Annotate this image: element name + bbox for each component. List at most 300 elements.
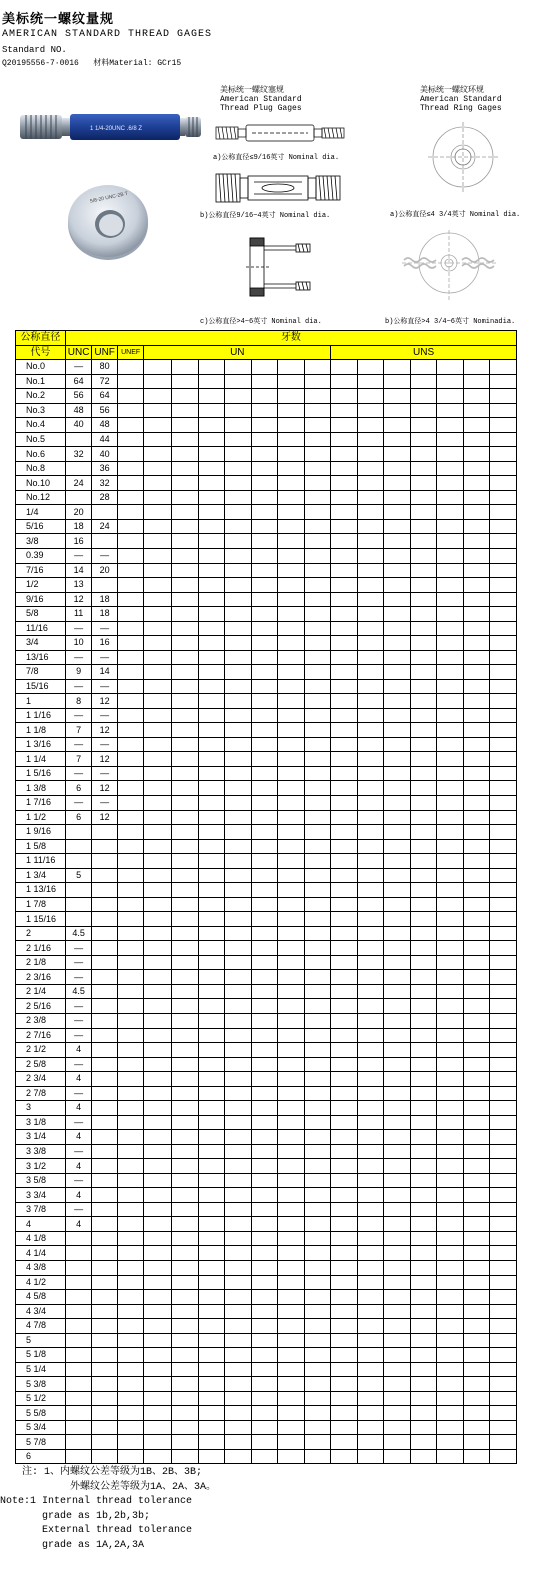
thread-cell: [172, 1130, 199, 1145]
thread-cell: [304, 403, 331, 418]
thread-cell: [278, 476, 305, 491]
thread-cell: [331, 592, 358, 607]
thread-cell: [144, 1115, 172, 1130]
thread-cell: [278, 941, 305, 956]
thread-cell: [331, 1217, 358, 1232]
unc-cell: [65, 432, 92, 447]
thread-cell: [437, 679, 464, 694]
thread-cell: [437, 519, 464, 534]
thread-cell: [410, 621, 437, 636]
size-cell: No.1: [16, 374, 66, 389]
unf-cell: 28: [92, 490, 117, 505]
table-row: [16, 447, 517, 462]
thread-cell: [304, 1159, 331, 1174]
thread-cell: [384, 1406, 411, 1421]
thread-cell: [278, 607, 305, 622]
thread-cell: [225, 447, 252, 462]
note-line: External thread tolerance: [0, 1525, 193, 1536]
thread-cell: [437, 1231, 464, 1246]
thread-cell: [437, 1435, 464, 1450]
thread-cell: [463, 912, 490, 927]
thread-cell: [198, 1202, 225, 1217]
thread-cell: [437, 854, 464, 869]
thread-cell: [278, 505, 305, 520]
thread-cell: [144, 1159, 172, 1174]
thread-cell: [278, 1391, 305, 1406]
thread-cell: [278, 1435, 305, 1450]
table-row: [16, 1130, 517, 1145]
unc-cell: 12: [65, 592, 92, 607]
thread-cell: [278, 519, 305, 534]
table-row: [16, 621, 517, 636]
thread-cell: [384, 781, 411, 796]
thread-cell: [251, 592, 278, 607]
thread-cell: [117, 854, 144, 869]
thread-cell: [304, 1057, 331, 1072]
page-title: 美标统一螺纹量规: [2, 11, 115, 26]
thread-cell: [144, 1202, 172, 1217]
thread-cell: [304, 1246, 331, 1261]
thread-cell: [172, 1159, 199, 1174]
size-cell: No.4: [16, 418, 66, 433]
thread-cell: [357, 796, 384, 811]
thread-cell: [198, 810, 225, 825]
thread-cell: [198, 1333, 225, 1348]
size-cell: 7/8: [16, 665, 66, 680]
unc-cell: —: [65, 1028, 92, 1043]
thread-cell: [117, 519, 144, 534]
thread-cell: [490, 796, 517, 811]
thread-cell: [172, 403, 199, 418]
thread-cell: [410, 1231, 437, 1246]
thread-cell: [304, 1449, 331, 1464]
thread-cell: [437, 984, 464, 999]
unc-cell: 4.5: [65, 984, 92, 999]
thread-cell: [410, 418, 437, 433]
thread-cell: [144, 1449, 172, 1464]
thread-cell: [437, 970, 464, 985]
header-unf: UNF: [92, 345, 117, 360]
thread-cell: [410, 519, 437, 534]
size-cell: 1/2: [16, 578, 66, 593]
thread-cell: [384, 984, 411, 999]
thread-cell: [251, 636, 278, 651]
thread-cell: [198, 1115, 225, 1130]
thread-cell: [225, 563, 252, 578]
thread-cell: [463, 447, 490, 462]
thread-cell: [172, 1290, 199, 1305]
unf-cell: [92, 1304, 117, 1319]
thread-cell: [278, 432, 305, 447]
thread-cell: [172, 708, 199, 723]
size-cell: 2 5/8: [16, 1057, 66, 1072]
table-row: [16, 1348, 517, 1363]
thread-cell: [357, 1261, 384, 1276]
thread-cell: [172, 650, 199, 665]
thread-cell: [490, 1159, 517, 1174]
unf-cell: [92, 1057, 117, 1072]
size-cell: 5/16: [16, 519, 66, 534]
thread-cell: [410, 781, 437, 796]
thread-cell: [144, 476, 172, 491]
thread-cell: [278, 1217, 305, 1232]
unc-cell: —: [65, 941, 92, 956]
thread-cell: [172, 694, 199, 709]
unc-cell: —: [65, 796, 92, 811]
thread-cell: [331, 650, 358, 665]
thread-cell: [357, 403, 384, 418]
thread-cell: [198, 1188, 225, 1203]
thread-cell: [410, 534, 437, 549]
thread-cell: [357, 534, 384, 549]
unf-cell: [92, 868, 117, 883]
thread-cell: [490, 723, 517, 738]
unf-cell: [92, 825, 117, 840]
thread-cell: [117, 984, 144, 999]
thread-cell: [251, 796, 278, 811]
thread-cell: [384, 708, 411, 723]
thread-cell: [437, 650, 464, 665]
thread-cell: [117, 665, 144, 680]
thread-cell: [225, 1246, 252, 1261]
thread-cell: [251, 1057, 278, 1072]
thread-cell: [384, 1057, 411, 1072]
thread-cell: [117, 1290, 144, 1305]
thread-cell: [463, 418, 490, 433]
note-line: Note:1 Internal thread tolerance: [0, 1496, 193, 1507]
table-row: [16, 955, 517, 970]
thread-cell: [198, 679, 225, 694]
thread-cell: [144, 578, 172, 593]
thread-cell: [331, 1348, 358, 1363]
thread-cell: [331, 1072, 358, 1087]
table-row: [16, 490, 517, 505]
unf-cell: 56: [92, 403, 117, 418]
thread-cell: [144, 636, 172, 651]
thread-cell: [172, 1202, 199, 1217]
thread-cell: [117, 1159, 144, 1174]
thread-cell: [172, 1275, 199, 1290]
thread-cell: [410, 999, 437, 1014]
thread-cell: [463, 868, 490, 883]
thread-cell: [331, 490, 358, 505]
thread-cell: [410, 1202, 437, 1217]
thread-cell: [357, 868, 384, 883]
thread-cell: [225, 1275, 252, 1290]
thread-cell: [172, 1362, 199, 1377]
notes: [0, 1466, 217, 1553]
thread-cell: [172, 447, 199, 462]
thread-cell: [357, 766, 384, 781]
thread-cell: [331, 563, 358, 578]
thread-cell: [251, 1275, 278, 1290]
thread-cell: [304, 592, 331, 607]
thread-cell: [331, 1449, 358, 1464]
thread-cell: [331, 854, 358, 869]
thread-cell: [144, 563, 172, 578]
thread-cell: [225, 941, 252, 956]
thread-cell: [225, 578, 252, 593]
thread-cell: [198, 737, 225, 752]
thread-cell: [144, 1101, 172, 1116]
thread-cell: [172, 926, 199, 941]
thread-cell: [490, 1072, 517, 1087]
unf-cell: [92, 955, 117, 970]
thread-cell: [198, 723, 225, 738]
thread-cell: [172, 984, 199, 999]
unf-cell: [92, 854, 117, 869]
unc-cell: [65, 912, 92, 927]
thread-cell: [410, 1261, 437, 1276]
thread-cell: [117, 825, 144, 840]
thread-cell: [357, 1449, 384, 1464]
thread-cell: [384, 941, 411, 956]
unf-cell: —: [92, 766, 117, 781]
thread-cell: [225, 1115, 252, 1130]
thread-cell: [357, 505, 384, 520]
thread-cell: [225, 1159, 252, 1174]
thread-cell: [384, 999, 411, 1014]
thread-cell: [144, 752, 172, 767]
thread-cell: [278, 360, 305, 375]
thread-cell: [410, 1290, 437, 1305]
thread-cell: [251, 926, 278, 941]
thread-cell: [144, 1246, 172, 1261]
size-cell: 5 1/2: [16, 1391, 66, 1406]
unf-cell: [92, 984, 117, 999]
thread-cell: [172, 1188, 199, 1203]
thread-cell: [225, 723, 252, 738]
thread-cell: [410, 461, 437, 476]
thread-cell: [251, 1377, 278, 1392]
thread-cell: [410, 1246, 437, 1261]
table-row: [16, 883, 517, 898]
thread-cell: [251, 490, 278, 505]
thread-cell: [490, 1348, 517, 1363]
thread-cell: [172, 563, 199, 578]
thread-cell: [304, 418, 331, 433]
size-cell: 3 1/2: [16, 1159, 66, 1174]
unf-cell: 12: [92, 752, 117, 767]
table-row: [16, 912, 517, 927]
thread-cell: [490, 679, 517, 694]
thread-cell: [437, 505, 464, 520]
thread-cell: [410, 737, 437, 752]
thread-cell: [463, 607, 490, 622]
thread-cell: [225, 839, 252, 854]
thread-cell: [198, 752, 225, 767]
unf-cell: 44: [92, 432, 117, 447]
table-row: [16, 1275, 517, 1290]
thread-cell: [144, 1261, 172, 1276]
thread-cell: [437, 534, 464, 549]
thread-cell: [144, 1130, 172, 1145]
thread-cell: [410, 432, 437, 447]
thread-cell: [331, 447, 358, 462]
thread-cell: [357, 1391, 384, 1406]
thread-cell: [384, 723, 411, 738]
thread-cell: [198, 607, 225, 622]
table-row: [16, 723, 517, 738]
thread-cell: [172, 374, 199, 389]
note-line: grade as 1b,2b,3b;: [0, 1510, 151, 1522]
thread-cell: [117, 1275, 144, 1290]
thread-cell: [357, 708, 384, 723]
thread-cell: [172, 1043, 199, 1058]
unf-cell: [92, 1290, 117, 1305]
thread-cell: [198, 868, 225, 883]
size-cell: 2 5/16: [16, 999, 66, 1014]
thread-cell: [172, 490, 199, 505]
size-cell: 3 1/8: [16, 1115, 66, 1130]
thread-cell: [117, 1057, 144, 1072]
thread-cell: [144, 519, 172, 534]
thread-cell: [278, 1348, 305, 1363]
thread-cell: [251, 432, 278, 447]
thread-cell: [490, 548, 517, 563]
thread-cell: [304, 665, 331, 680]
thread-cell: [410, 694, 437, 709]
thread-cell: [463, 476, 490, 491]
thread-cell: [172, 418, 199, 433]
thread-cell: [437, 1304, 464, 1319]
size-cell: No.8: [16, 461, 66, 476]
thread-cell: [437, 868, 464, 883]
unc-cell: [65, 1246, 92, 1261]
thread-cell: [410, 1086, 437, 1101]
thread-cell: [198, 1028, 225, 1043]
thread-cell: [384, 1188, 411, 1203]
thread-cell: [225, 432, 252, 447]
thread-cell: [198, 1275, 225, 1290]
thread-cell: [384, 1159, 411, 1174]
thread-cell: [463, 360, 490, 375]
thread-cell: [304, 955, 331, 970]
thread-cell: [304, 708, 331, 723]
unc-cell: [65, 854, 92, 869]
thread-cell: [198, 694, 225, 709]
size-cell: 1/4: [16, 505, 66, 520]
thread-cell: [172, 868, 199, 883]
thread-cell: [437, 418, 464, 433]
thread-cell: [410, 970, 437, 985]
thread-cell: [117, 374, 144, 389]
unc-cell: —: [65, 1144, 92, 1159]
table-row: [16, 534, 517, 549]
thread-cell: [357, 578, 384, 593]
thread-cell: [463, 984, 490, 999]
thread-cell: [144, 1333, 172, 1348]
ring-photo-label: 5/8-20 UNC-2B T: [89, 190, 129, 205]
thread-cell: [278, 810, 305, 825]
thread-cell: [357, 1086, 384, 1101]
unf-cell: 36: [92, 461, 117, 476]
thread-cell: [437, 1246, 464, 1261]
size-cell: No.2: [16, 389, 66, 404]
thread-cell: [331, 374, 358, 389]
table-row: [16, 897, 517, 912]
thread-cell: [490, 1391, 517, 1406]
thread-cell: [357, 1043, 384, 1058]
thread-cell: [304, 854, 331, 869]
thread-cell: [304, 432, 331, 447]
thread-cell: [463, 1028, 490, 1043]
unc-cell: [65, 1275, 92, 1290]
thread-cell: [198, 1217, 225, 1232]
thread-cell: [198, 1362, 225, 1377]
size-cell: 4 3/8: [16, 1261, 66, 1276]
thread-cell: [490, 854, 517, 869]
thread-cell: [172, 679, 199, 694]
thread-cell: [278, 1333, 305, 1348]
thread-cell: [490, 1420, 517, 1435]
thread-cell: [437, 461, 464, 476]
thread-cell: [198, 955, 225, 970]
thread-cell: [410, 374, 437, 389]
thread-cell: [117, 810, 144, 825]
thread-cell: [117, 737, 144, 752]
size-cell: 5 1/4: [16, 1362, 66, 1377]
unf-cell: [92, 912, 117, 927]
thread-cell: [490, 563, 517, 578]
thread-cell: [225, 1377, 252, 1392]
unf-cell: —: [92, 650, 117, 665]
caption-plug-a: a)公称直径≤9/16英寸 Nominal dia.: [213, 154, 340, 162]
thread-cell: [172, 1217, 199, 1232]
unf-cell: 64: [92, 389, 117, 404]
thread-cell: [357, 621, 384, 636]
thread-cell: [172, 360, 199, 375]
thread-gage-table: [15, 330, 517, 1464]
unf-cell: [92, 1173, 117, 1188]
thread-cell: [251, 984, 278, 999]
thread-cell: [251, 897, 278, 912]
thread-cell: [463, 1319, 490, 1334]
thread-cell: [490, 883, 517, 898]
thread-cell: [117, 1362, 144, 1377]
thread-cell: [198, 1101, 225, 1116]
thread-cell: [437, 1130, 464, 1145]
thread-cell: [357, 1202, 384, 1217]
thread-cell: [117, 955, 144, 970]
thread-cell: [331, 999, 358, 1014]
thread-cell: [144, 810, 172, 825]
thread-cell: [304, 1391, 331, 1406]
thread-cell: [490, 984, 517, 999]
thread-cell: [490, 1275, 517, 1290]
thread-cell: [278, 1319, 305, 1334]
thread-cell: [384, 679, 411, 694]
plug-gage-photo: [18, 106, 203, 148]
thread-cell: [225, 1319, 252, 1334]
thread-cell: [278, 1072, 305, 1087]
caption-plug-b: b)公称直径9/16~4英寸 Nominal dia.: [200, 212, 331, 220]
thread-cell: [463, 1130, 490, 1145]
thread-cell: [357, 374, 384, 389]
thread-cell: [357, 476, 384, 491]
table-row: [16, 708, 517, 723]
thread-cell: [144, 1188, 172, 1203]
thread-cell: [198, 926, 225, 941]
thread-cell: [144, 723, 172, 738]
unf-cell: [92, 1013, 117, 1028]
thread-cell: [410, 403, 437, 418]
thread-cell: [251, 1217, 278, 1232]
thread-cell: [144, 548, 172, 563]
unc-cell: —: [65, 679, 92, 694]
thread-cell: [225, 519, 252, 534]
thread-cell: [437, 1391, 464, 1406]
